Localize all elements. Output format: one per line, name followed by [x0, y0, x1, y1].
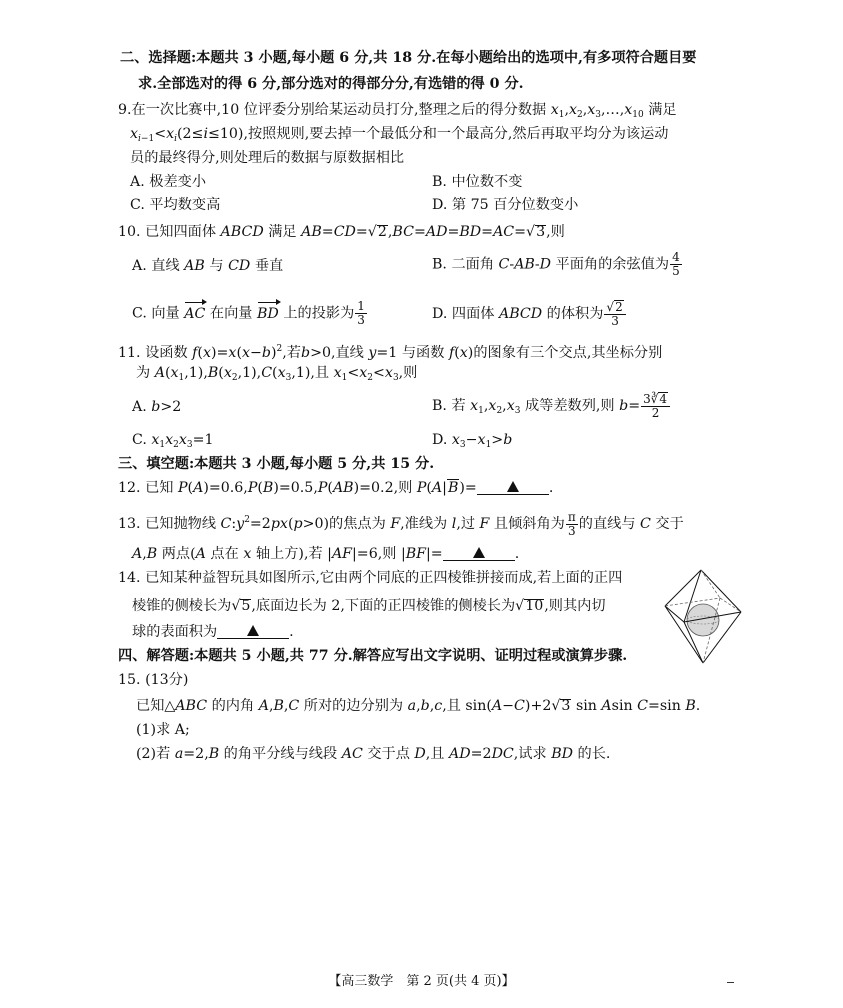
- triangle-icon: [247, 625, 259, 636]
- q15-part-1: (1)求 A;: [136, 722, 190, 738]
- q15-title: 15. (13分): [118, 672, 189, 688]
- q14-answer-blank[interactable]: [217, 622, 289, 639]
- q14-line-3: 球的表面积为 .: [132, 624, 294, 640]
- q10-option-c: C. 向量 AC 在向量 BD 上的投影为 $\frac{1}{3}$: [132, 299, 365, 327]
- q12-stem: 12. 已知 P(A)=0.6,P(B)=0.5,P(AB)=0.2,则 P(A|B)= .: [118, 480, 554, 496]
- q15-stem: 已知△ABC 的内角 A,B,C 所对的边分别为 a,b,c,且 sin(A−C)+2√3 sin Asin C=sin B.: [136, 698, 701, 714]
- page-footer: 【高三数学 第 2 页(共 4 页)】: [328, 974, 515, 989]
- q11-option-a: A. b>2: [132, 399, 182, 415]
- q9-option-b: B. 中位数不变: [432, 174, 523, 190]
- triangle-icon: [473, 547, 485, 558]
- q9-options-cd: [130, 195, 830, 215]
- q10-option-b: B. 二面角 C-AB-D 平面角的余弦值为 $\frac{4}{5}$: [432, 250, 680, 278]
- section-3-heading: 三、填空题:本题共 3 小题,每小题 5 分,共 15 分.: [118, 456, 435, 472]
- section-2-heading: 二、选择题:本题共 3 小题,每小题 6 分,共 18 分.在每小题给出的选项中,有多项符合题目要: [120, 50, 697, 66]
- q11-line-1: 11. 设函数 $f(x)=x(x-b)^2$,若b>0,直线 y=1 与函数 f(x)的图象有三个交点,其坐标分别: [118, 344, 663, 361]
- q11-line-2: 为 $A(x_1,1),B(x_2,1),C(x_3,1)$,且 $x_1<x_2<x_3$,则: [136, 365, 418, 383]
- q13-line-1: 13. 已知抛物线 $C:y^2=2px(p>0)$的焦点为 F,准线为 l,过 F 且倾斜角为 $\frac{\pi}{3}$ 的直线与 C 交于: [118, 509, 684, 538]
- q9-option-d: D. 第 75 百分位数变小: [432, 197, 579, 213]
- double-pyramid-figure: [660, 566, 746, 666]
- q11-option-c: C. $x_1x_2x_3=1$: [132, 432, 214, 450]
- q14-line-2: 棱锥的侧棱长为√5,底面边长为 2,下面的正四棱锥的侧棱长为√10,则其内切: [132, 598, 606, 614]
- q9-options-ab: [130, 172, 830, 192]
- q10-option-d: D. 四面体 ABCD 的体积为 $\frac{√2}{3}$: [432, 300, 627, 328]
- q14-line-1: 14. 已知某种益智玩具如图所示,它由两个同底的正四棱锥拼接而成,若上面的正四: [118, 570, 623, 586]
- section-2-heading-cont: 求.全部选对的得 6 分,部分选对的得部分分,有选错的得 0 分.: [138, 76, 524, 92]
- q10-stem: 10. 已知四面体 ABCD 满足 AB=CD=√2,BC=AD=BD=AC=√3,则: [118, 224, 565, 240]
- q9-line-2: $x_{i-1}<x_i(2\le i\le 10)$,按照规则,要去掉一个最低分和一个最高分,然后再取平均分为该运动: [130, 126, 669, 144]
- q15-part-2: (2)若 a=2,B 的角平分线与线段 AC 交于点 D,且 AD=2DC,试求 BD 的长.: [136, 746, 611, 762]
- q12-answer-blank[interactable]: [477, 478, 549, 495]
- q9-option-c: C. 平均数变高: [130, 197, 221, 213]
- triangle-icon: [507, 481, 519, 492]
- q9-option-a: A. 极差变小: [130, 174, 207, 190]
- section-4-heading: 四、解答题:本题共 5 小题,共 77 分.解答应写出文字说明、证明过程或演算步骤.: [118, 648, 628, 664]
- corner-mark: [727, 982, 734, 983]
- q11-option-d: D. $x_3-x_1>b$: [432, 432, 513, 450]
- q13-line-2: A,B 两点(A 点在 x 轴上方),若 |AF|=6,则 |BF|= .: [132, 546, 520, 562]
- q10-option-a: A. 直线 AB 与 CD 垂直: [132, 258, 284, 274]
- q9-line-3: 员的最终得分,则处理后的数据与原数据相比: [130, 150, 405, 166]
- q9-line-1: 9.在一次比赛中,10 位评委分别给某运动员打分,整理之后的得分数据 $x_1,x_2,x_3,\dots,x_{10}$ 满足: [118, 102, 677, 120]
- q13-answer-blank[interactable]: [443, 544, 515, 561]
- q11-option-b: B. 若 $x_1,x_2,x_3$ 成等差数列,则 b= $\frac{3∛4}{2}$: [432, 392, 671, 421]
